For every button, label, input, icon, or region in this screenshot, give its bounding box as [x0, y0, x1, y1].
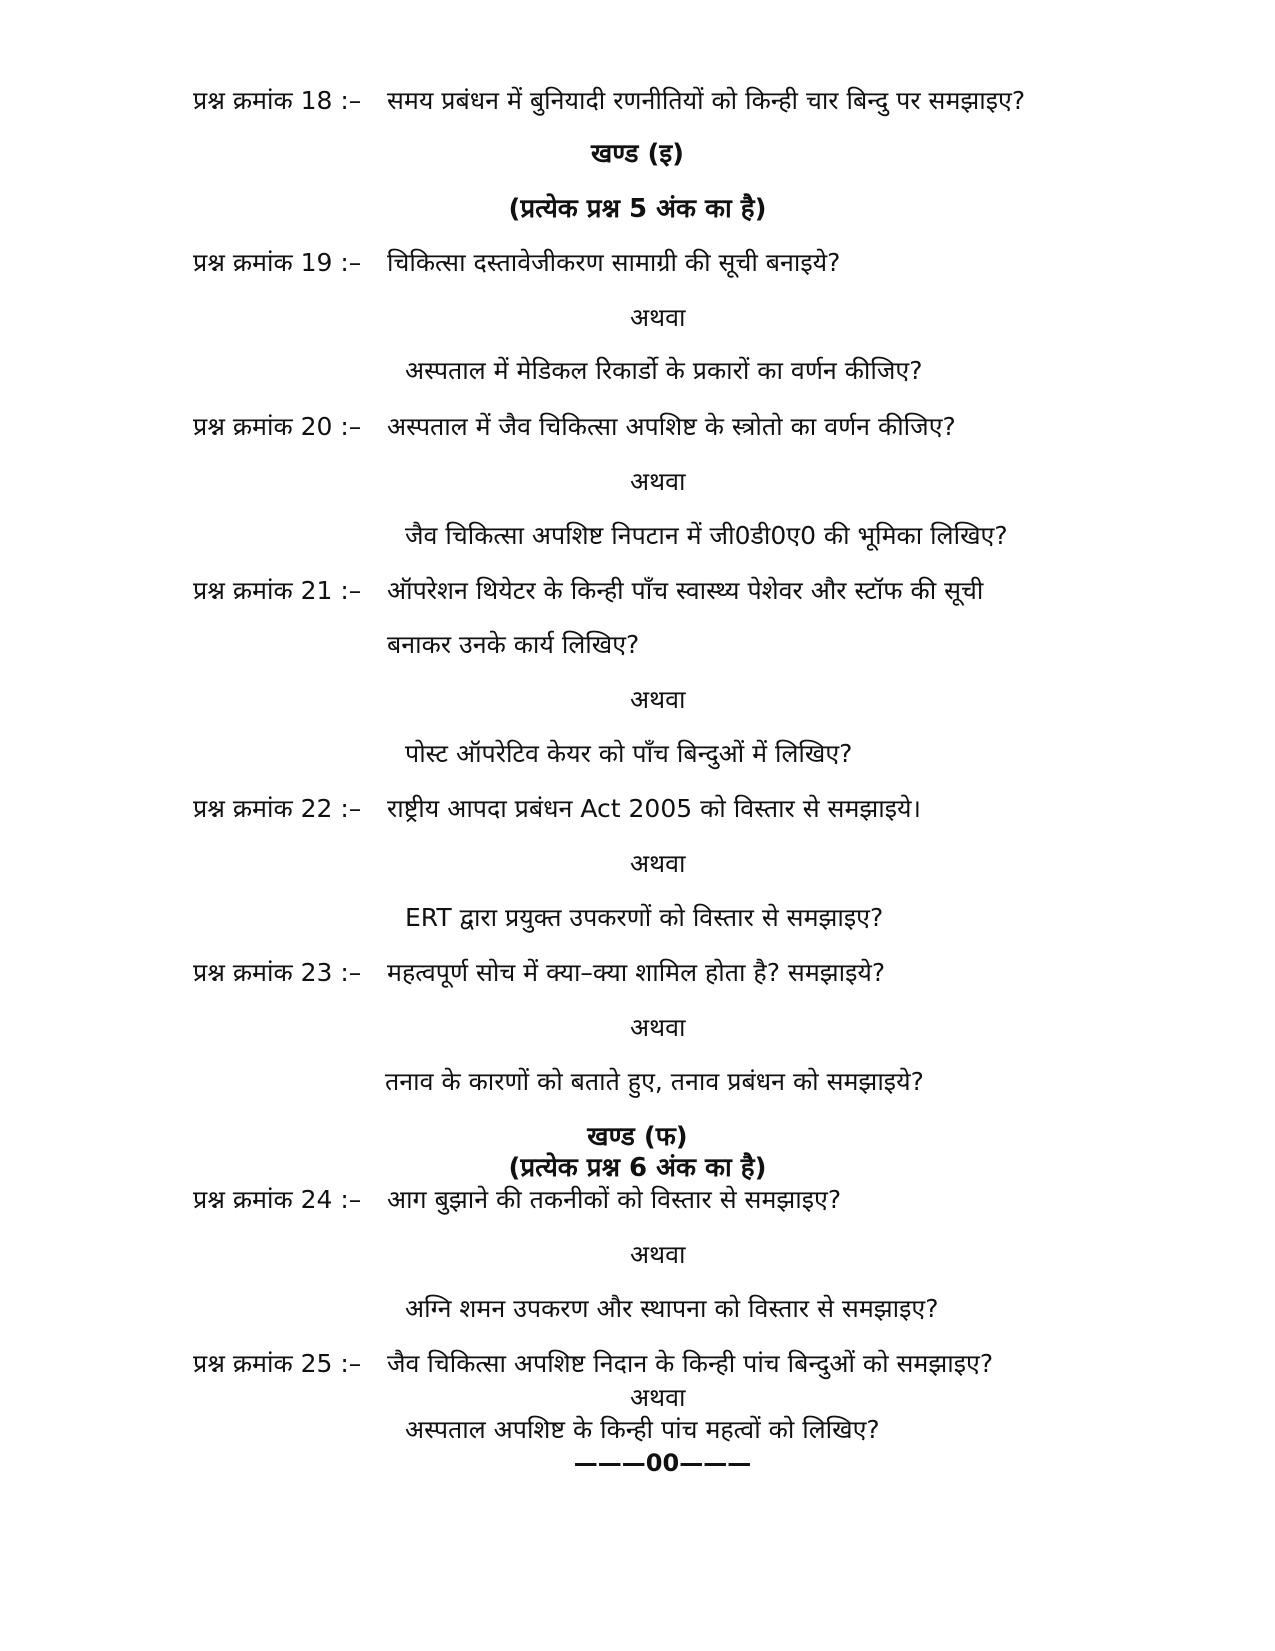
- question-25-text: जैव चिकित्सा अपशिष्ट निदान के किन्ही पांच बिन्दुओं को समझाइए?: [387, 1349, 994, 1378]
- question-20-text: अस्पताल में जैव चिकित्सा अपशिष्ट के स्त्रोतो का वर्णन कीजिए?: [387, 412, 956, 441]
- question-22-or: अथवा: [630, 849, 686, 878]
- question-22-alt: ERT द्वारा प्रयुक्त उपकरणों को विस्तार से समझाइए?: [405, 903, 884, 932]
- question-20-or: अथवा: [630, 467, 686, 496]
- question-23-text: महत्वपूर्ण सोच में क्या–क्या शामिल होता है? समझाइये?: [387, 958, 886, 987]
- end-mark: ———00———: [573, 1449, 752, 1477]
- question-20-label: प्रश्न क्रमांक 20 :–: [193, 412, 362, 441]
- question-25-or: अथवा: [630, 1383, 686, 1412]
- question-21-alt: पोस्ट ऑपरेटिव केयर को पाँच बिन्दुओं में लिखिए?: [405, 739, 853, 768]
- question-23-label: प्रश्न क्रमांक 23 :–: [193, 958, 362, 987]
- question-21-text: ऑपरेशन थियेटर के किन्ही पाँच स्वास्थ्य पेशेवर और स्टॉफ की सूची: [387, 576, 984, 605]
- question-24-text: आग बुझाने की तकनीकों को विस्तार से समझाइए?: [387, 1185, 842, 1214]
- question-24-alt: अग्नि शमन उपकरण और स्थापना को विस्तार से समझाइए?: [405, 1294, 939, 1323]
- section-f-heading: खण्ड (फ): [587, 1122, 688, 1152]
- section-f-marks: (प्रत्येक प्रश्न 6 अंक का है): [508, 1153, 767, 1183]
- question-23-or: अथवा: [630, 1013, 686, 1042]
- question-19-text: चिकित्सा दस्तावेजीकरण सामाग्री की सूची बनाइये?: [387, 248, 841, 277]
- question-25-label: प्रश्न क्रमांक 25 :–: [193, 1349, 362, 1378]
- question-18-label: प्रश्न क्रमांक 18 :–: [193, 86, 362, 115]
- question-21-text-continued: बनाकर उनके कार्य लिखिए?: [387, 630, 640, 659]
- question-22-text: राष्ट्रीय आपदा प्रबंधन Act 2005 को विस्तार से समझाइये।: [387, 794, 922, 823]
- section-e-heading: खण्ड (इ): [590, 139, 685, 169]
- question-19-alt: अस्पताल में मेडिकल रिकार्डो के प्रकारों का वर्णन कीजिए?: [405, 356, 923, 385]
- question-24-or: अथवा: [630, 1240, 686, 1269]
- question-23-alt: तनाव के कारणों को बताते हुए, तनाव प्रबंधन को समझाइये?: [385, 1067, 924, 1096]
- question-19-label: प्रश्न क्रमांक 19 :–: [193, 248, 362, 277]
- question-25-alt: अस्पताल अपशिष्ट के किन्ही पांच महत्वों को लिखिए?: [405, 1415, 880, 1444]
- question-21-label: प्रश्न क्रमांक 21 :–: [193, 576, 362, 605]
- question-21-or: अथवा: [630, 685, 686, 714]
- question-24-label: प्रश्न क्रमांक 24 :–: [193, 1185, 362, 1214]
- question-22-label: प्रश्न क्रमांक 22 :–: [193, 794, 362, 823]
- question-20-alt: जैव चिकित्सा अपशिष्ट निपटान में जी0डी0ए0 की भूमिका लिखिए?: [405, 521, 1008, 550]
- question-19-or: अथवा: [630, 303, 686, 332]
- question-18-text: समय प्रबंधन में बुनियादी रणनीतियों को किन्ही चार बिन्दु पर समझाइए?: [387, 86, 1026, 115]
- section-e-marks: (प्रत्येक प्रश्न 5 अंक का है): [508, 194, 767, 224]
